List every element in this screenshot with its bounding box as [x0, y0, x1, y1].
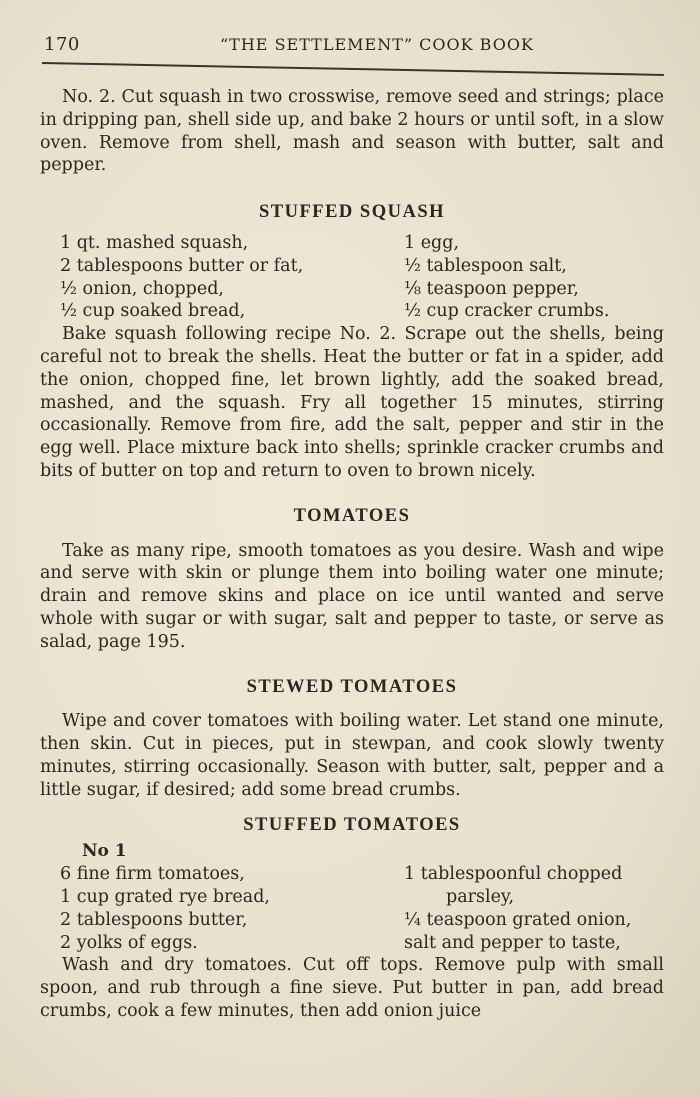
ingredient-item: 2 tablespoons butter,	[60, 909, 248, 930]
stuffed-tomatoes-title: STUFFED TOMATOES	[243, 814, 461, 835]
squash-no2-paragraph: No. 2. Cut squash in two crosswise, remove seed and strings; place in dripping pan, shell side up, and bake 2 hours or until soft, in a slow oven. Remove from shell, mash and season with butter, salt and pepper.	[40, 87, 664, 176]
ingredient-item: 2 tablespoons butter or fat,	[60, 255, 304, 276]
ingredient-item: 1 cup grated rye bread,	[60, 886, 270, 907]
ingredient-item: ¼ teaspoon grated onion,	[404, 909, 632, 930]
stuffed-squash-title: STUFFED SQUASH	[259, 202, 445, 223]
page-body	[40, 86, 664, 1023]
page-number: 170	[44, 34, 80, 55]
ingredient-item: salt and pepper to taste,	[404, 932, 621, 953]
ingredient-item: parsley,	[446, 886, 515, 907]
ingredient-item: ½ onion, chopped,	[60, 278, 224, 299]
ingredient-item: ½ tablespoon salt,	[404, 255, 567, 276]
ingredient-item: 1 tablespoonful chopped	[404, 864, 623, 885]
stuffed-squash-ingredients	[60, 232, 664, 323]
stuffed-tomatoes-ingredients	[60, 863, 664, 954]
stuffed-tomatoes-subtitle: No 1	[82, 841, 127, 862]
ingredient-item: ½ cup cracker crumbs.	[404, 301, 610, 322]
stuffed-tomatoes-method: Wash and dry tomatoes. Cut off tops. Remove pulp with small spoon, and rub through a fine sieve. Put butter in pan, add bread crumbs, cook a few minutes, then add onion juice	[40, 955, 664, 1021]
tomatoes-title: TOMATOES	[293, 505, 411, 526]
stuffed-squash-method: Bake squash following recipe No. 2. Scrape out the shells, being careful not to break the shells. Heat the butter or fat in a spider, add the onion, chopped fine, let brown lightly, add the soaked bread, mashed, and the squash. Fry all together 15 minutes, stirring occasionally. Remove from fire, add the salt, pepper and stir in the egg well. Place mixture back into shells; sprinkle cracker crumbs and bits of butter on top and return to oven to brown nicely.	[40, 324, 664, 481]
ingredient-item: 6 fine firm tomatoes,	[60, 864, 245, 885]
ingredient-item: ½ cup soaked bread,	[60, 301, 246, 322]
page-header	[44, 30, 660, 60]
ingredient-item: 1 egg,	[404, 232, 460, 253]
running-head: “THE SETTLEMENT” COOK BOOK	[220, 35, 534, 54]
tomatoes-paragraph: Take as many ripe, smooth tomatoes as you desire. Wash and wipe and serve with skin or plunge them into boiling water one minute; drain and remove skins and place on ice until wanted and serve whole with sugar or with sugar, salt and pepper to taste, or serve as salad, page 195.	[40, 540, 664, 652]
header-rule	[42, 62, 664, 76]
stewed-tomatoes-paragraph: Wipe and cover tomatoes with boiling water. Let stand one minute, then skin. Cut in pieces, put in stewpan, and cook slowly twenty minutes, stirring occasionally. Season with butter, salt, pepper and a little sugar, if desired; add some bread crumbs.	[40, 711, 664, 800]
ingredient-item: 1 qt. mashed squash,	[60, 232, 249, 253]
stewed-tomatoes-title: STEWED TOMATOES	[246, 676, 458, 697]
ingredient-item: 2 yolks of eggs.	[60, 932, 198, 953]
ingredient-item: ⅛ teaspoon pepper,	[404, 278, 579, 299]
